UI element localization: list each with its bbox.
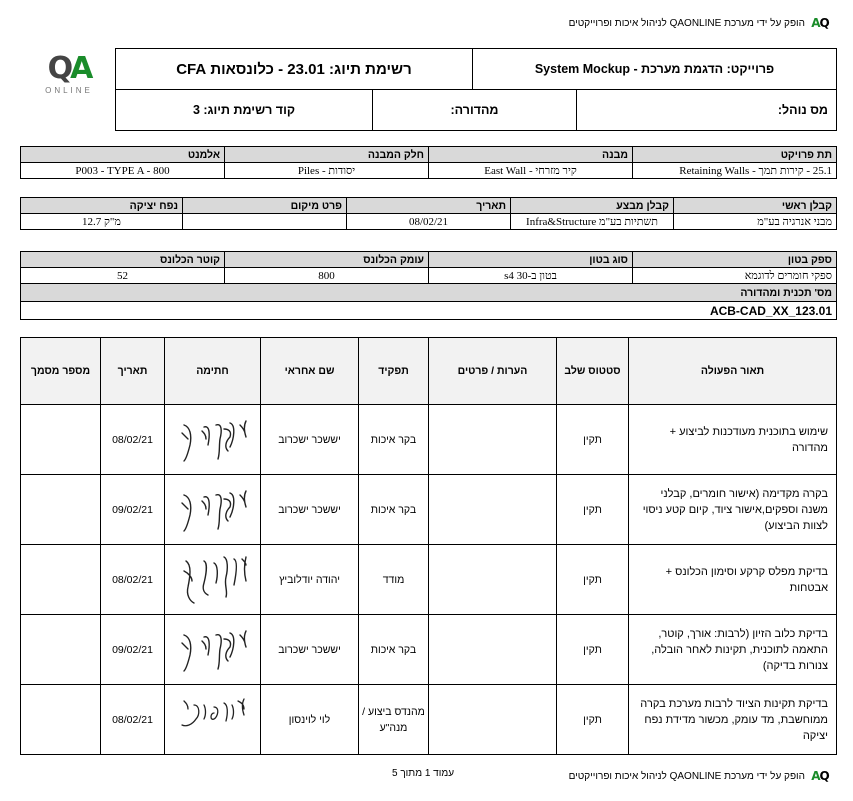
description-cell: שימוש בתוכנית מעודכנות לביצוע + מהדורה (629, 405, 837, 475)
col-status: סטטוס שלב (557, 338, 629, 405)
table-row (21, 475, 837, 545)
value-pile-diameter: 52 (21, 268, 225, 284)
responsible-cell: יהודה יודלוביץ (261, 545, 359, 615)
header-element: אלמנט (21, 147, 225, 163)
header-date: תאריך (347, 198, 511, 214)
status-cell: תקין (557, 615, 629, 685)
responsible-cell: יששכר ישכרוב (261, 405, 359, 475)
value-concrete-supplier: ספקי חומרים לדוגמא (633, 268, 837, 284)
header-pour-volume: נפח יציקה (21, 198, 183, 214)
description-cell: בדיקת כלוב הזיון (לרבות: אורך, קוטר, התאמה לתוכנית, תקינות לאחר הובלה, צנורות בדיקה) (629, 615, 837, 685)
signature-cell (165, 615, 261, 685)
value-sub-project: 25.1 - קירות תמך - Retaining Walls (633, 163, 837, 179)
value-structure: קיר מזרחי - East Wall (429, 163, 633, 179)
value-exec-contractor: תשתיות בע"מ Infra&Structure (511, 214, 674, 230)
info-grid-concrete (20, 251, 837, 320)
doc-cell (21, 685, 101, 755)
role-cell: מודד (359, 545, 429, 615)
plan-number-label: מס' תכנית ומהדורה (21, 284, 837, 302)
col-date: תאריך (101, 338, 165, 405)
doc-cell (21, 545, 101, 615)
date-cell: 09/02/21 (101, 615, 165, 685)
doc-cell (21, 475, 101, 545)
value-element: P003 - TYPE A - 800 (21, 163, 225, 179)
signature-image (174, 621, 252, 679)
value-date: 08/02/21 (347, 214, 511, 230)
date-cell: 09/02/21 (101, 475, 165, 545)
header-pile-depth: עומק הכלונס (225, 252, 429, 268)
header-concrete-supplier: ספק בטון (633, 252, 837, 268)
footer-attribution-text: הופק על ידי מערכת QAONLINE לניהול איכות ופרוייקטים (568, 770, 805, 782)
attribution (569, 14, 831, 32)
responsible-cell: יששכר ישכרוב (261, 475, 359, 545)
responsible-cell: לוי לוינסון (261, 685, 359, 755)
table-row (21, 685, 837, 755)
header-location-detail: פרט מיקום (183, 198, 347, 214)
manager-number-label: מס נוהל: (577, 90, 837, 131)
notes-cell (429, 475, 557, 545)
doc-cell (21, 405, 101, 475)
header-sub-project: תת פרויקט (633, 147, 837, 163)
status-cell: תקין (557, 475, 629, 545)
signature-cell (165, 545, 261, 615)
qa-mini-logo: Q A (811, 16, 829, 30)
table-row (21, 615, 837, 685)
col-doc-number: מספר מסמך (21, 338, 101, 405)
logo-sub: ONLINE (45, 86, 93, 95)
table-row (21, 405, 837, 475)
notes-cell (429, 685, 557, 755)
role-cell: בקר איכות (359, 405, 429, 475)
value-pile-depth: 800 (225, 268, 429, 284)
value-structure-part: יסודות - Piles (225, 163, 429, 179)
checklist-title: רשימת תיוג: 23.01 - כלונסאות CFA (116, 49, 473, 90)
checklist-table (20, 337, 837, 755)
value-location-detail (183, 214, 347, 230)
role-cell: בקר איכות (359, 475, 429, 545)
attribution-text: הופק על ידי מערכת QAONLINE לניהול איכות ופרוייקטים (568, 17, 805, 29)
header-table (115, 48, 837, 131)
status-cell: תקין (557, 685, 629, 755)
qa-mini-logo: Q A (811, 769, 829, 783)
signature-cell (165, 475, 261, 545)
col-description: תאור הפעולה (629, 338, 837, 405)
date-cell: 08/02/21 (101, 545, 165, 615)
signature-image (174, 481, 252, 539)
signature-image (174, 551, 252, 609)
footer-attribution (569, 767, 831, 785)
plan-number-value: ACB-CAD_XX_123.01 (21, 302, 837, 320)
info-grid-contractors (20, 197, 837, 230)
notes-cell (429, 615, 557, 685)
header-structure-part: חלק המבנה (225, 147, 429, 163)
table-row (21, 545, 837, 615)
signature-cell (165, 405, 261, 475)
date-cell: 08/02/21 (101, 685, 165, 755)
signature-image (174, 691, 252, 749)
page-number: עמוד 1 מתוך 5 (392, 768, 455, 779)
col-signature: חתימה (165, 338, 261, 405)
header-pile-diameter: קוטר הכלונס (21, 252, 225, 268)
value-concrete-type: בטון ב-30 s4 (429, 268, 633, 284)
description-cell: בדיקת תקינות הציוד לרבות מערכת בקרה ממוחשבת, מד עומק, מכשור מדידת נפח יציקה (629, 685, 837, 755)
signature-cell (165, 685, 261, 755)
version-label: מהדורה: (373, 90, 577, 131)
status-cell: תקין (557, 545, 629, 615)
description-cell: בדיקת מפלס קרקע וסימון הכלונס + אבטחות (629, 545, 837, 615)
header-concrete-type: סוג בטון (429, 252, 633, 268)
status-cell: תקין (557, 405, 629, 475)
qa-online-logo: QA ONLINE (38, 52, 100, 104)
header-exec-contractor: קבלן מבצע (511, 198, 674, 214)
value-main-contractor: מבני אנרגיה בע"מ (674, 214, 837, 230)
list-code: קוד רשימת תיוג: 3 (116, 90, 373, 131)
role-cell: מהנדס ביצוע / מנה"ע (359, 685, 429, 755)
value-pour-volume: מ"ק 12.7 (21, 214, 183, 230)
notes-cell (429, 405, 557, 475)
col-responsible: שם אחראי (261, 338, 359, 405)
role-cell: בקר איכות (359, 615, 429, 685)
col-role: תפקיד (359, 338, 429, 405)
doc-cell (21, 615, 101, 685)
date-cell: 08/02/21 (101, 405, 165, 475)
header-main-contractor: קבלן ראשי (674, 198, 837, 214)
header-structure: מבנה (429, 147, 633, 163)
col-notes: הערות / פרטים (429, 338, 557, 405)
responsible-cell: יששכר ישכרוב (261, 615, 359, 685)
notes-cell (429, 545, 557, 615)
description-cell: בקרה מקדימה (אישור חומרים, קבלני משנה וספקים,אישור ציוד, קיום קטע ניסוי לצוות הביצוע) (629, 475, 837, 545)
info-grid-project (20, 146, 837, 179)
signature-image (174, 411, 252, 469)
project-title: פרוייקט: הדגמת מערכת - System Mockup (473, 49, 837, 90)
